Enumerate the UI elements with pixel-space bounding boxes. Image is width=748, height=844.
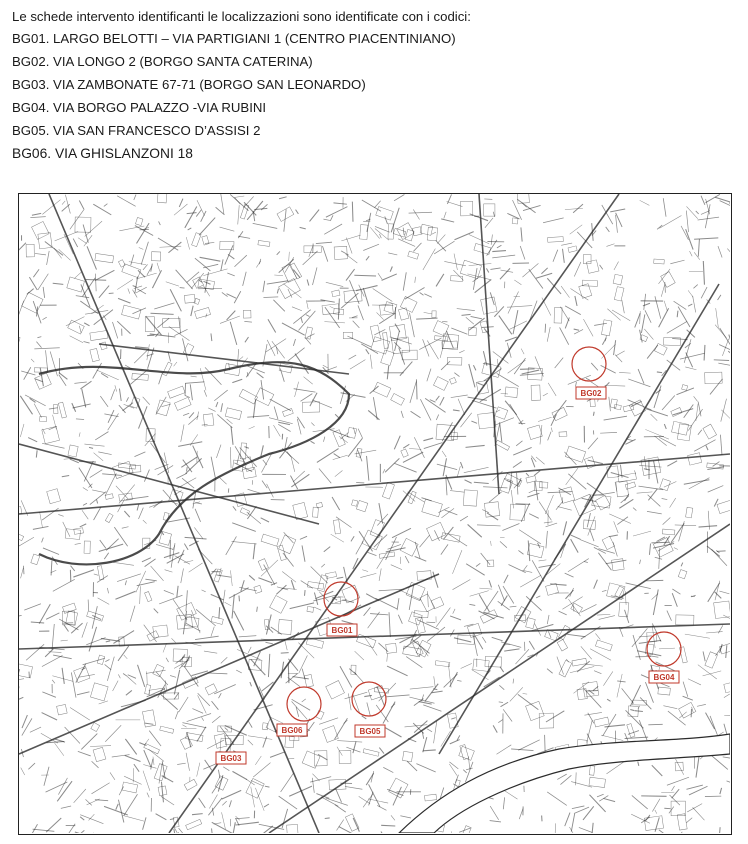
location-item-bg05: BG05. VIA SAN FRANCESCO D’ASSISI 2 [12,123,261,138]
intro-text-block [12,8,738,168]
city-map [18,193,732,835]
location-item-bg01: BG01. LARGO BELOTTI – VIA PARTIGIANI 1 (CENTRO PIACENTINIANO) [12,31,456,46]
city-map-drawing [19,194,730,833]
marker-bg06 [277,687,321,736]
river-shape [399,734,730,833]
marker-circle-bg04 [647,632,681,666]
intro-line: Le schede intervento identificanti le localizzazioni sono identificate con i codici: [12,9,471,24]
marker-label-bg02: BG02 [580,389,602,398]
location-item-bg03: BG03. VIA ZAMBONATE 67-71 (BORGO SAN LEONARDO) [12,77,366,92]
location-markers [216,347,681,764]
location-item-bg06: BG06. VIA GHISLANZONI 18 [12,146,193,161]
marker-bg03 [216,752,246,764]
marker-bg02 [572,347,606,399]
marker-label-bg05: BG05 [359,727,381,736]
marker-label-bg06: BG06 [281,726,303,735]
marker-label-bg01: BG01 [331,626,353,635]
marker-label-bg03: BG03 [220,754,242,763]
location-item-bg04: BG04. VIA BORGO PALAZZO -VIA RUBINI [12,100,267,115]
location-item-bg02: BG02. VIA LONGO 2 (BORGO SANTA CATERINA) [12,54,313,69]
marker-label-bg04: BG04 [653,673,675,682]
marker-bg04 [647,632,681,683]
marker-circle-bg01 [324,582,358,616]
